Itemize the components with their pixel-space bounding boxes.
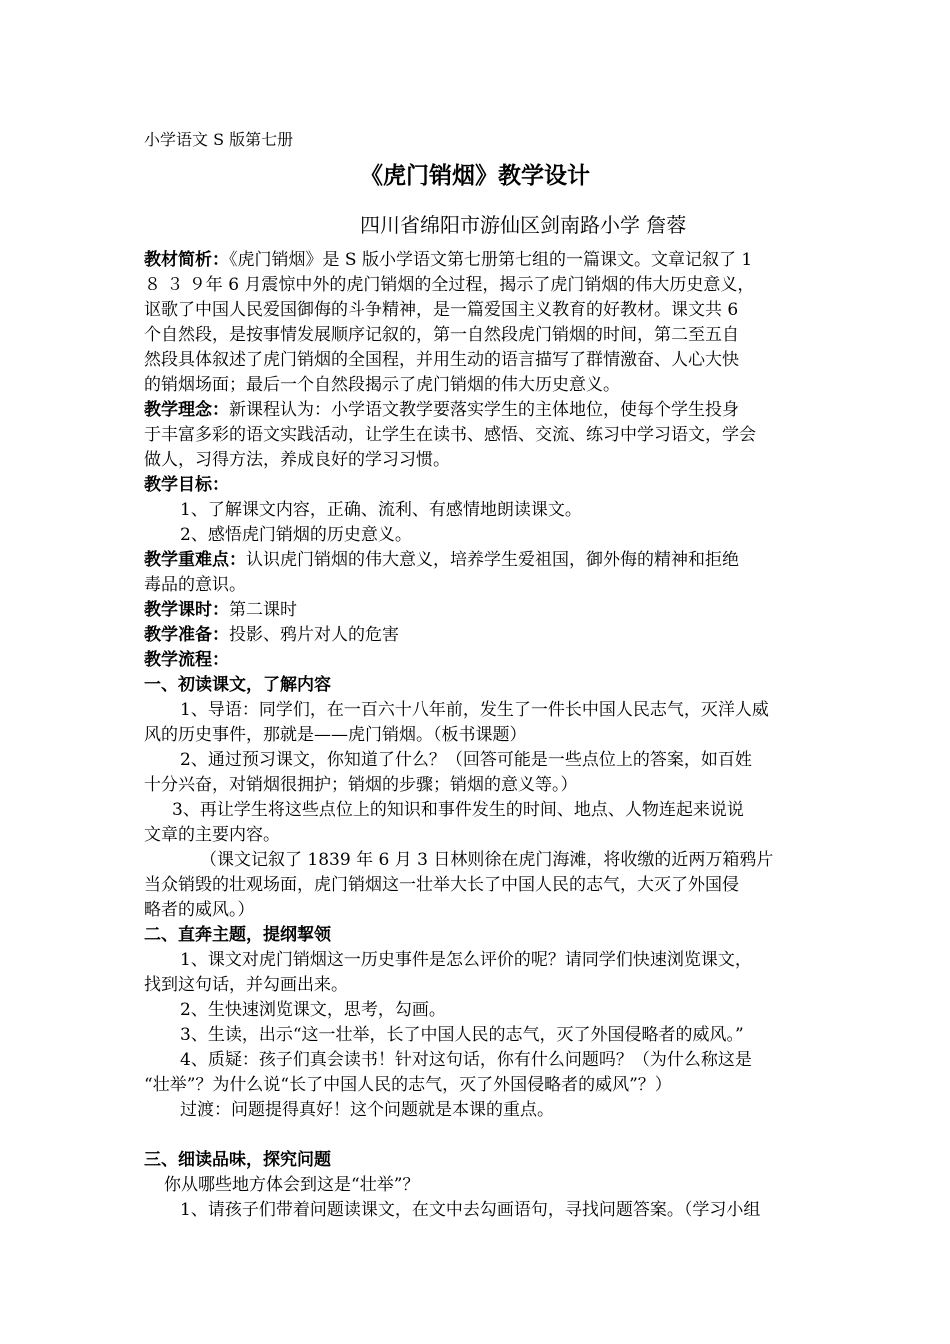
section-1-line-6: 文章的主要内容。: [144, 825, 280, 845]
keypoints-line-1: [144, 547, 816, 573]
section-2-line-1: 1、课文对虎门销烟这一历史事件是怎么评价的呢？请同学们快速浏览课文，: [180, 950, 752, 970]
section-2-line-5: 4、质疑：孩子们真会读书！针对这句话，你有什么问题吗？（为什么称这是: [180, 1050, 752, 1070]
section-2-line-4: 3、生读，出示“这一壮举，长了中国人民的志气，灭了外国侵略者的威风。”: [180, 1025, 744, 1045]
section-1-line-3: 2、通过预习课文，你知道了什么？（回答可能是一些点位上的答案，如百姓: [180, 750, 752, 770]
section-1-line-9: 略者的威风。）: [144, 900, 255, 920]
concept-label: 教学理念：: [144, 400, 229, 420]
period-line: [144, 597, 816, 623]
keypoints-label: 教学重难点：: [144, 550, 246, 570]
prep-line: [144, 622, 816, 648]
concept-line-3: 做人，习得方法，养成良好的学习习惯。: [144, 450, 450, 470]
period-label: 教学课时：: [144, 600, 229, 620]
analysis-line-5: 然段具体叙述了虎门销烟的全国程，并用生动的语言描写了群情激奋、人心大快: [144, 350, 739, 370]
process-label: 教学流程：: [144, 650, 229, 670]
section-3-heading: 三、细读品味，探究问题: [144, 1150, 331, 1170]
analysis-line-6: 的销烟场面；最后一个自然段揭示了虎门销烟的伟大历史意义。: [144, 375, 620, 395]
section-1-line-4: 十分兴奋，对销烟很拥护；销烟的步骤；销烟的意义等。）: [144, 775, 578, 795]
section-3-line-2: 1、请孩子们带着问题读课文，在文中去勾画语句，寻找问题答案。（学习小组: [180, 1200, 761, 1220]
section-1-line-2: 风的历史事件，那就是——虎门销烟。（板书课题）: [144, 725, 527, 745]
section-2-line-3: 2、生快速浏览课文，思考，勾画。: [180, 1000, 446, 1020]
analysis-line-3: 讴歌了中国人民爱国御侮的斗争精神，是一篇爱国主义教育的好教材。课文共 6: [144, 300, 739, 320]
analysis-label: 教材简析：: [144, 250, 229, 270]
concept-line-1: [144, 397, 816, 423]
analysis-line-1: [144, 247, 816, 273]
section-2-line-7: 过渡：问题提得真好！这个问题就是本课的重点。: [180, 1100, 554, 1120]
section-2-heading: 二、直奔主题，提纲挈领: [144, 925, 331, 945]
series-label: 小学语文 S 版第七册: [144, 130, 294, 149]
section-3-line-1: 你从哪些地方体会到这是“壮举”？: [164, 1175, 420, 1195]
analysis-text-1: 《虎门销烟》是 S 版小学语文第七册第七组的一篇课文。文章记叙了 1: [229, 250, 753, 270]
section-1-line-8: 当众销毁的壮观场面，虎门销烟这一壮举大长了中国人民的志气，大灭了外国侵: [144, 875, 739, 895]
concept-line-2: 于丰富多彩的语文实践活动，让学生在读书、感悟、交流、练习中学习语文，学会: [144, 425, 756, 445]
section-1-line-5: 3、再让学生将这些点位上的知识和事件发生的时间、地点、人物连起来说说: [172, 800, 744, 820]
period-value: 第二课时: [229, 600, 297, 620]
analysis-line-2: ８ ３ ９年 6 月震惊中外的虎门销烟的全过程，揭示了虎门销烟的伟大历史意义，: [144, 275, 755, 295]
prep-label: 教学准备：: [144, 625, 229, 645]
keypoints-line-2: 毒品的意识。: [144, 575, 246, 595]
keypoints-text-1: 认识虎门销烟的伟大意义，培养学生爱祖国，御外侮的精神和拒绝: [246, 550, 739, 570]
concept-text-1: 新课程认为：小学语文教学要落实学生的主体地位，使每个学生投身: [229, 400, 739, 420]
goal-item-2: 2、感悟虎门销烟的历史意义。: [180, 525, 412, 545]
document-title: 《虎门销烟》教学设计: [360, 163, 590, 189]
section-1-line-7: （课文记叙了 1839 年 6 月 3 日林则徐在虎门海滩，将收缴的近两万箱鸦片: [200, 850, 774, 870]
section-2-line-6: “壮举”？为什么说“长了中国人民的志气，灭了外国侵略者的威风”？）: [144, 1075, 672, 1095]
goals-label: 教学目标：: [144, 475, 229, 495]
section-1-heading: 一、初读课文，了解内容: [144, 675, 331, 695]
analysis-line-4: 个自然段，是按事情发展顺序记叙的，第一自然段虎门销烟的时间，第二至五自: [144, 325, 739, 345]
prep-value: 投影、鸦片对人的危害: [229, 625, 399, 645]
section-1-line-1: 1、导语：同学们，在一百六十八年前，发生了一件长中国人民志气，灭洋人威: [180, 700, 769, 720]
author-line: 四川省绵阳市游仙区剑南路小学 詹蓉: [360, 213, 687, 237]
section-2-line-2: 找到这句话，并勾画出来。: [144, 975, 348, 995]
goal-item-1: 1、了解课文内容，正确、流利、有感情地朗读课文。: [180, 500, 582, 520]
